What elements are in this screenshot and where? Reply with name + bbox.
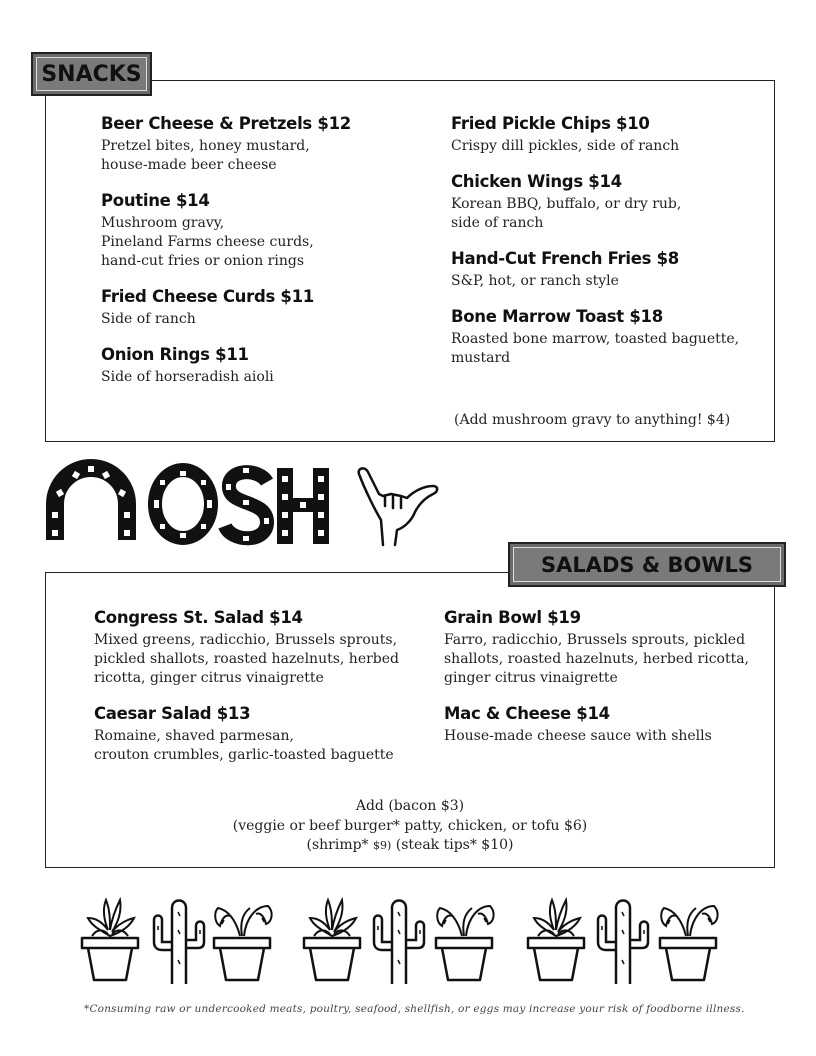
addon-line: (veggie or beef burger* patty, chicken, or tofu $6) (232, 817, 588, 834)
nosh-logo (45, 460, 445, 550)
cactus-icon (154, 901, 204, 985)
menu-item (101, 287, 431, 329)
item-desc: S&P, hot, or ranch style (451, 273, 619, 289)
menu-item (94, 608, 434, 688)
salads-title-tag (508, 542, 786, 587)
add-ons (160, 797, 660, 856)
mushroom-gravy-note: (Add mushroom gravy to anything! $4) (454, 412, 731, 428)
logo-letter-s (225, 468, 269, 541)
item-name: Onion Rings $11 (101, 345, 249, 364)
snacks-title: SNACKS (41, 61, 142, 87)
addon-shrimp: (shrimp* (306, 837, 369, 853)
cactus-icon (374, 901, 424, 985)
salads-title: SALADS & BOWLS (540, 552, 754, 577)
drooping-plant-icon (660, 906, 718, 980)
item-desc: Side of ranch (101, 311, 196, 327)
item-name: Hand-Cut French Fries $8 (451, 249, 679, 268)
item-name: Mac & Cheese $14 (444, 704, 610, 723)
menu-item (451, 172, 761, 233)
item-name: Beer Cheese & Pretzels $12 (101, 114, 351, 133)
item-desc: Korean BBQ, buffalo, or dry rub, side of ranch (451, 196, 682, 231)
snacks-right-column (451, 114, 761, 384)
item-name: Caesar Salad $13 (94, 704, 251, 723)
menu-item (451, 307, 761, 368)
logo-letter-h (277, 468, 329, 544)
item-name: Grain Bowl $19 (444, 608, 581, 627)
item-desc: Romaine, shaved parmesan, crouton crumbles, garlic-toasted baguette (94, 728, 394, 763)
item-desc: House-made cheese sauce with shells (444, 728, 712, 744)
salads-left-column (94, 608, 434, 781)
succulent-icon (528, 900, 584, 980)
item-name: Bone Marrow Toast $18 (451, 307, 663, 326)
addon-line: Add (bacon $3) (355, 798, 465, 814)
horseshoe-icon (52, 466, 130, 540)
logo-letter-o (154, 470, 212, 538)
item-name: Poutine $14 (101, 191, 210, 210)
addon-shrimp-price: $9) (373, 839, 392, 852)
menu-item (101, 345, 431, 387)
addon-steak: (steak tips* $10) (395, 837, 514, 853)
disclaimer: *Consuming raw or undercooked meats, poultry, seafood, shellfish, or eggs may increase your risk of foodborne illness. (84, 1003, 745, 1015)
snacks-left-column (101, 114, 431, 403)
menu-item (101, 114, 431, 175)
snacks-title-tag (31, 52, 152, 96)
drooping-plant-icon (436, 906, 494, 980)
item-desc: Mushroom gravy, Pineland Farms cheese curds, hand-cut fries or onion rings (101, 215, 314, 269)
item-desc: Crispy dill pickles, side of ranch (451, 138, 680, 154)
succulent-icon (304, 900, 360, 980)
item-name: Fried Cheese Curds $11 (101, 287, 314, 306)
item-desc: Farro, radicchio, Brussels sprouts, pickled shallots, roasted hazelnuts, herbed ricotta, ginger citrus vinaigrette (444, 632, 750, 686)
item-desc: Roasted bone marrow, toasted baguette, mustard (451, 331, 740, 366)
succulent-icon (82, 900, 138, 980)
menu-item (451, 114, 761, 156)
item-name: Congress St. Salad $14 (94, 608, 303, 627)
menu-item (444, 704, 769, 746)
item-name: Fried Pickle Chips $10 (451, 114, 650, 133)
menu-item (101, 191, 431, 271)
drooping-plant-icon (214, 906, 272, 980)
item-desc: Mixed greens, radicchio, Brussels sprouts, pickled shallots, roasted hazelnuts, herbed ricotta, ginger citrus vinaigrette (94, 632, 400, 686)
addon-line (160, 836, 660, 856)
item-desc: Pretzel bites, honey mustard, house-made beer cheese (101, 138, 310, 173)
plants-decoration (70, 890, 750, 990)
salads-right-column (444, 608, 769, 762)
item-desc: Side of horseradish aioli (101, 369, 274, 385)
menu-item (451, 249, 761, 291)
menu-item (444, 608, 769, 688)
shaka-hand-icon (359, 468, 437, 545)
cactus-icon (598, 901, 648, 985)
item-name: Chicken Wings $14 (451, 172, 622, 191)
menu-item (94, 704, 434, 765)
